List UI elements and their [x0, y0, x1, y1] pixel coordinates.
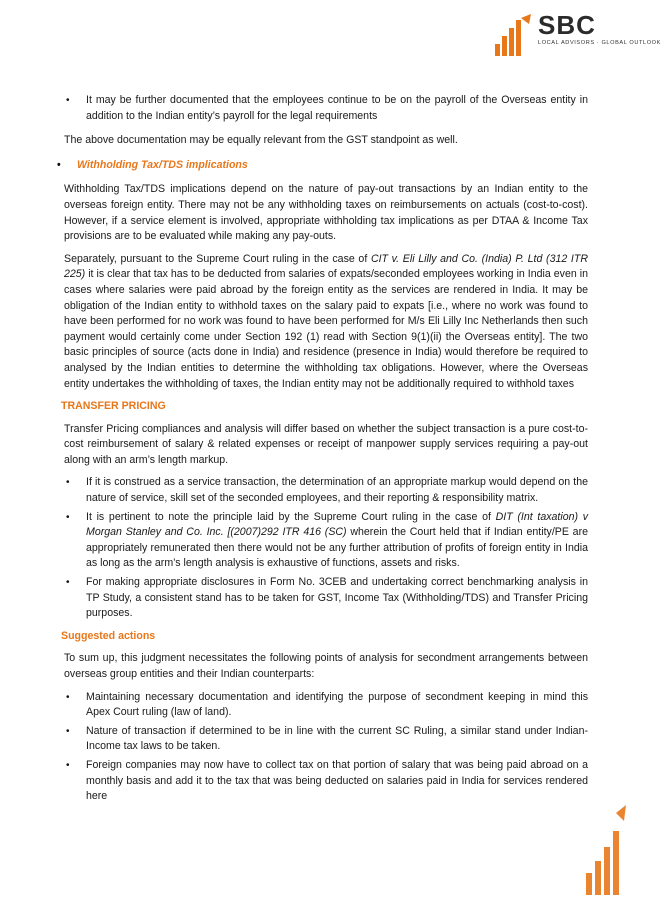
withholding-para-1: Withholding Tax/TDS implications depend on the nature of pay-out transactions by an Indian entity to the overseas foreign entity. There may not be any withholding taxes on reimbursements on actuals (cost-to-cost). However, if a service element is involved, appropriate withholding tax implications as per DTAA & Income Tax provisions are to be evaluated while making any pay-outs. [64, 183, 588, 243]
list-item: • If it is construed as a service transaction, the determination of an appropriate markup would depend on the nature of service, skill set of the seconded employees, and their reporting & responsibility matrix. [64, 475, 588, 506]
logo-tagline: LOCAL ADVISORS · GLOBAL OUTLOOK [538, 40, 661, 46]
document-body [61, 93, 588, 805]
suggested-para: To sum up, this judgment necessitates the following points of analysis for secondment arrangements between overseas group entities and their Indian counterparts: [64, 652, 588, 680]
withholding-para-2: Separately, pursuant to the Supreme Court ruling in the case of CIT v. Eli Lilly and Co. (India) P. Ltd (312 ITR 225) it is clear that tax has to be deducted from salaries of expats/seconded employees working in India even in cases where salaries were paid abroad by the foreign entity as the services are rendered in India. It may be obligation of the Indian entity to withhold taxes on the salary paid to expats [i.e., where no work was found to have been performed for no work was found to have been performed for M/s Eli Lilly Inc Netherlands then such payment would certainly come under Section 192 (1) read with Section 9(1)(ii) the Overseas entity]. The two basic principles of source (acts done in India) and residence (presence in India) would therefore be required to analysed by the Indian entities to determine the withholding tax obligations. However, where the Overseas entity undertakes the withholding of taxes, the Indian entity may not be additionally required to withhold taxes [64, 252, 588, 390]
list-item: • It is pertinent to note the principle laid by the Supreme Court ruling in the case of DIT (Int taxation) v Morgan Stanley and Co. Inc. [(2007)292 ITR 416 (SC) wherein the Court held that if Indian entity/PE are appropriately remunerated then there would not be any further attribution of profits of foreign entity in India as long as the arm’s length analysis is exhaustive of functions, assets and risks. [64, 510, 588, 572]
transfer-pricing-para: Transfer Pricing compliances and analysis will differ based on whether the subject transaction is a pure cost-to-cost reimbursement of salary & related expenses or receipt of manpower supply services requiring a pay-out along with an arm’s length markup. [64, 422, 588, 466]
withholding-heading: • Withholding Tax/TDS implications [55, 158, 579, 174]
list-item: • Foreign companies may now have to collect tax on that portion of salary that was being paid abroad on a monthly basis and add it to the tax that was being deducted on salaries paid in India for services rendered here [64, 758, 588, 805]
transfer-pricing-heading: TRANSFER PRICING [61, 400, 166, 413]
suggested-actions-heading: Suggested actions [61, 629, 156, 642]
list-item: • Nature of transaction if determined to be in line with the current SC Ruling, a similar stand under Indian-Income tax laws to be taken. [64, 724, 588, 755]
decorative-growth-graphic [582, 803, 628, 895]
list-item: • It may be further documented that the employees continue to be on the payroll of the Overseas entity in addition to the Indian entity’s payroll for the legal requirements [64, 93, 588, 124]
list-item: • Maintaining necessary documentation and identifying the purpose of secondment keeping in mind this Apex Court ruling (law of land). [64, 690, 588, 721]
case-citation: DIT (Int taxation) v Morgan Stanley and Co. Inc. [(2007)292 ITR 416 (SC) [86, 510, 588, 539]
case-citation: CIT v. Eli Lilly and Co. (India) P. Ltd (312 ITR 225) [64, 252, 588, 281]
list-item: • For making appropriate disclosures in Form No. 3CEB and undertaking correct benchmarking analysis in TP Study, a consistent stand has to be taken for GST, Income Tax (Withholding/TDS) and Transfer Pricing purposes. [64, 575, 588, 622]
logo-wordmark: SBC [538, 10, 596, 40]
gst-note: The above documentation may be equally relevant from the GST standpoint as well. [64, 134, 458, 147]
